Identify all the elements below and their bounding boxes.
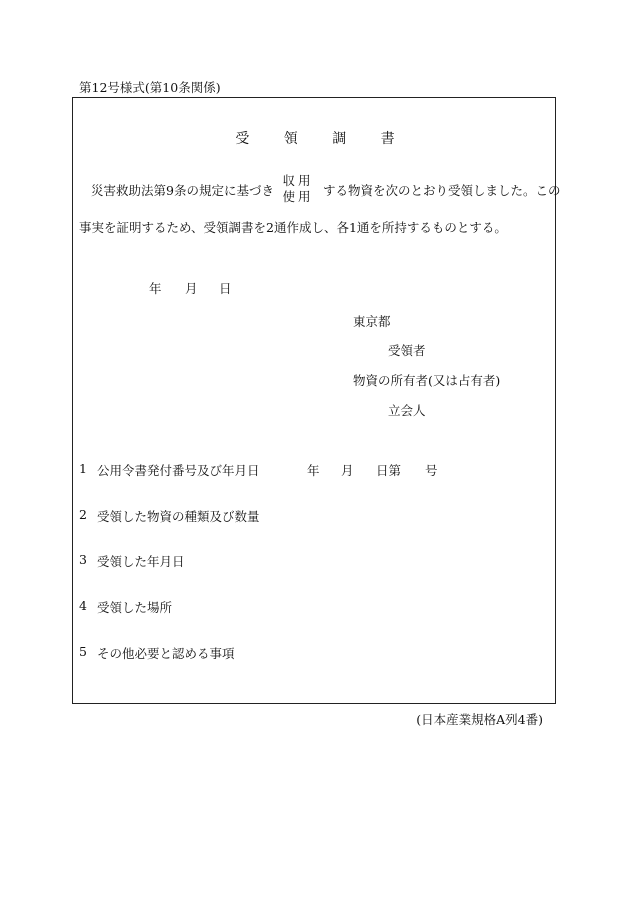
date-month: 月 xyxy=(185,281,198,296)
item1-year: 年 xyxy=(307,463,320,478)
title-char: 領 xyxy=(283,131,298,147)
statement-lead: 災害救助法第9条の規定に基づき xyxy=(91,183,274,198)
statement-tail: する物資を次のとおり受領しました。この xyxy=(323,183,561,198)
authority-label: 東京都 xyxy=(353,314,391,329)
option-top: 収用 xyxy=(282,173,314,188)
item-number: 4 xyxy=(79,598,87,613)
item1-number-suffix: 号 xyxy=(425,463,438,478)
form-number-label: 第12号様式(第10条関係) xyxy=(79,80,221,95)
title-char: 調 xyxy=(332,131,347,147)
option-bottom: 使用 xyxy=(282,189,314,204)
item1-month: 月 xyxy=(341,463,354,478)
witness-label: 立会人 xyxy=(388,403,426,418)
item-label: その他必要と認める事項 xyxy=(97,646,235,661)
date-day: 日 xyxy=(219,281,232,296)
option-stack xyxy=(281,173,315,205)
document-title xyxy=(0,128,630,148)
item-number: 5 xyxy=(79,644,87,659)
title-char: 書 xyxy=(380,131,395,147)
statement-line2: 事実を証明するため、受領調書を2通作成し、各1通を所持するものとする。 xyxy=(79,220,507,235)
item-label: 公用令書発付番号及び年月日 xyxy=(97,463,260,478)
item-label: 受領した場所 xyxy=(97,600,173,615)
item-number: 2 xyxy=(79,507,87,522)
date-year: 年 xyxy=(149,281,162,296)
item-number: 1 xyxy=(79,461,87,476)
item1-day-no: 日第 xyxy=(376,463,402,478)
title-char: 受 xyxy=(235,131,250,147)
item-number: 3 xyxy=(79,552,87,567)
recipient-label: 受領者 xyxy=(388,343,426,358)
item-label: 受領した物資の種類及び数量 xyxy=(97,509,260,524)
paper-size-note: (日本産業規格A列4番) xyxy=(416,712,543,727)
item-label: 受領した年月日 xyxy=(97,554,185,569)
owner-label: 物資の所有者(又は占有者) xyxy=(353,373,501,388)
